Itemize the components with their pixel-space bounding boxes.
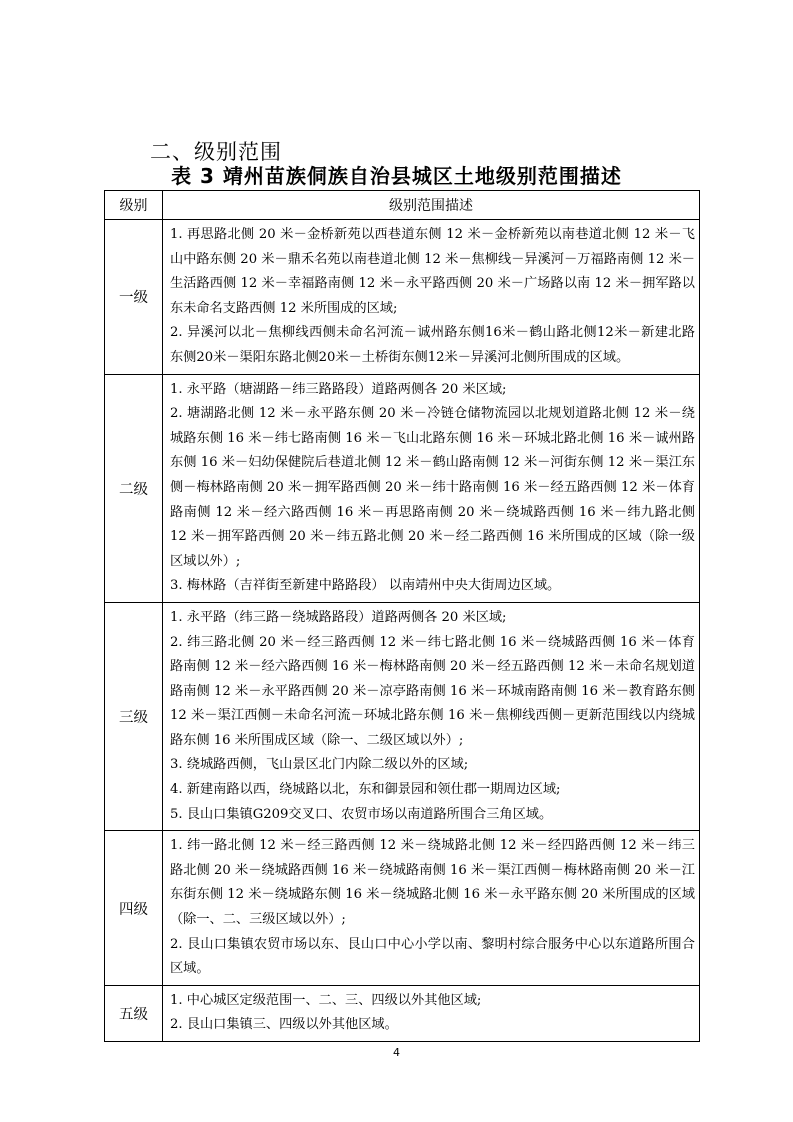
description-item: 5. 艮山口集镇G209交叉口、农贸市场以南道路所围合三角区域。	[170, 806, 553, 822]
description-item: 3. 绕城路西侧，飞山景区北门内除二级以外的区域;	[170, 757, 469, 773]
description-item: 1. 再思路北侧 20 米－金桥新苑以西巷道东侧 12 米－金桥新苑以南巷道北侧 12 米－飞山中路东侧 20 米－鼎禾名苑以南巷道北侧 12 米－焦柳线－异溪河－万福路南侧 12 米－生活路西侧 12 米－幸福路南侧 12 米－永平路西侧 20 米－广场路以南 12 米－拥军路以东未命名支路西侧 12 米所围成的区域;	[170, 227, 695, 316]
description-item: 4. 新建南路以西，绕城路以北，东和御景园和领仕郡一期周边区域;	[170, 782, 561, 798]
land-grade-table	[104, 190, 700, 1042]
table-row	[105, 374, 700, 602]
description-item: 1. 纬一路北侧 12 米－经三路西侧 12 米－绕城路北侧 12 米－经四路西侧 12 米－纬三路北侧 20 米－绕城路西侧 16 米－绕城路南侧 16 米－渠江西侧－梅林路南侧 20 米－江东街东侧 12 米－绕城路东侧 16 米－绕城路北侧 16 米－永平路东侧 20 米所围成的区域（除一、二、三级区域以外）;	[170, 838, 695, 928]
description-cell	[163, 985, 700, 1041]
section-heading: 二、级别范围	[150, 140, 282, 164]
description-item: 2. 异溪河以北－焦柳线西侧未命名河流－诚州路东侧16米－鹤山路北侧12米－新建北路东侧20米－渠阳东路北侧20米－土桥街东侧12米－异溪河北侧所围成的区域。	[170, 325, 695, 365]
level-cell: 二级	[105, 374, 163, 602]
description-cell	[163, 831, 700, 986]
level-cell: 三级	[105, 602, 163, 830]
description-item: 3. 梅林路（吉祥街至新建中路路段） 以南靖州中央大街周边区域。	[170, 578, 561, 594]
page-number: 4	[393, 1046, 400, 1059]
description-item: 1. 中心城区定级范围一、二、三、四级以外其他区域;	[170, 992, 482, 1008]
table-title: 表 3 靖州苗族侗族自治县城区土地级别范围描述	[171, 164, 622, 188]
level-cell: 四级	[105, 831, 163, 986]
description-cell	[163, 602, 700, 830]
table-row	[105, 831, 700, 986]
level-cell: 一级	[105, 220, 163, 375]
table-header-row	[105, 191, 700, 220]
level-cell: 五级	[105, 985, 163, 1041]
table-row	[105, 602, 700, 830]
description-item: 1. 永平路（塘湖路－纬三路路段）道路两侧各 20 米区域;	[170, 381, 507, 397]
description-item: 2. 艮山口集镇三、四级以外其他区域。	[170, 1017, 398, 1033]
description-item: 2. 艮山口集镇农贸市场以东、艮山口中心小学以南、黎明村综合服务中心以东道路所围合区域。	[170, 936, 695, 977]
description-cell	[163, 374, 700, 602]
header-description: 级别范围描述	[163, 191, 700, 220]
table-row	[105, 985, 700, 1041]
description-cell	[163, 220, 700, 375]
header-level: 级别	[105, 191, 163, 220]
description-item: 2. 纬三路北侧 20 米－经三路西侧 12 米－纬七路北侧 16 米－绕城路西侧 16 米－体育路南侧 12 米－经六路西侧 16 米－梅林路南侧 20 米－经五路西侧 12 米－未命名规划道路南侧 12 米－永平路西侧 20 米－凉亭路南侧 16 米－环城南路南侧 16 米－教育路东侧 12 米－渠江西侧－未命名河流－环城北路东侧 16 米－焦柳线西侧－更新范围线以内绕城路东侧 16 米所围成区域（除一、二级区域以外）;	[170, 634, 695, 748]
description-item: 2. 塘湖路北侧 12 米－永平路东侧 20 米－冷链仓储物流园以北规划道路北侧 12 米－绕城路东侧 16 米－纬七路南侧 16 米－飞山北路东侧 16 米－环城北路北侧 16 米－诚州路东侧 16 米－妇幼保健院后巷道北侧 12 米－鹤山路南侧 12 米－河街东侧 12 米－渠江东侧－梅林路南侧 20 米－拥军路西侧 20 米－纬十路南侧 16 米－经五路西侧 12 米－体育路南侧 12 米－经六路西侧 16 米－再思路南侧 20 米－绕城路西侧 16 米－纬九路北侧 12 米－拥军路西侧 20 米－纬五路北侧 20 米－经二路西侧 16 米所围成的区域（除一级区域以外）;	[170, 406, 695, 569]
description-item: 1. 永平路（纬三路－绕城路路段）道路两侧各 20 米区域;	[170, 609, 507, 625]
table-row	[105, 220, 700, 375]
